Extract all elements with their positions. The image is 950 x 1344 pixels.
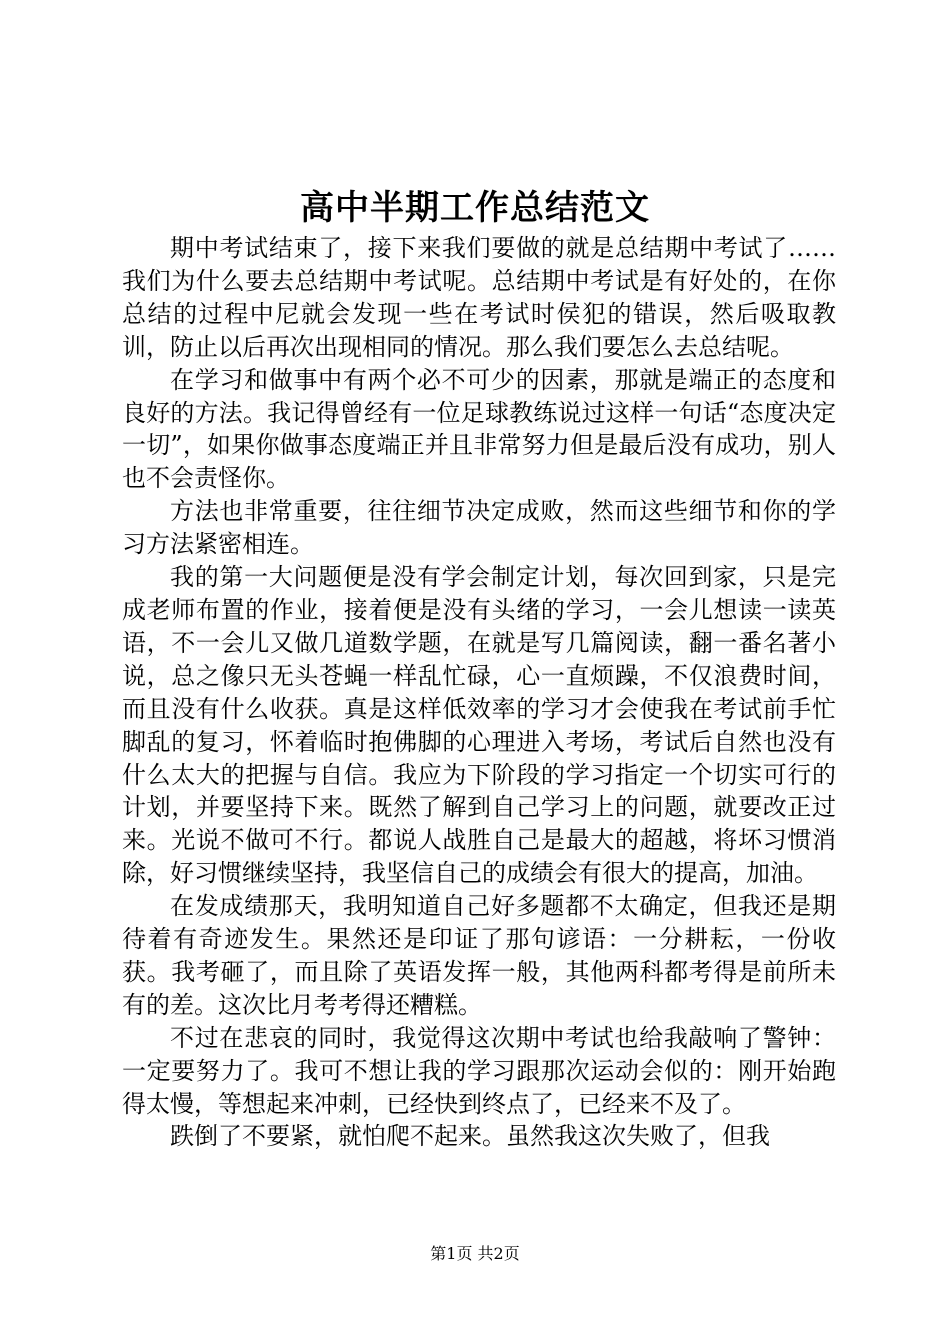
document-body [122, 232, 836, 1153]
page-indicator: 第1页 共2页 [430, 1244, 520, 1263]
document-title: 高中半期工作总结范文 [300, 188, 650, 228]
paragraph: 不过在悲哀的同时，我觉得这次期中考试也给我敲响了警钟：一定要努力了。我可不想让我的学习跟那次运动会似的：刚开始跑得太慢，等想起来冲刺，已经快到终点了，已经来不及了。 [122, 1023, 836, 1118]
paragraph: 在发成绩那天，我明知道自己好多题都不太确定，但我还是期待着有奇迹发生。果然还是印证了那句谚语：一分耕耘，一份收获。我考砸了，而且除了英语发挥一般，其他两科都考得是前所未有的差。这次比月考考得还糟糕。 [122, 892, 836, 1019]
paragraph: 我的第一大问题便是没有学会制定计划，每次回到家，只是完成老师布置的作业，接着便是没有头绪的学习，一会儿想读一读英语，不一会儿又做几道数学题，在就是写几篇阅读，翻一番名著小说，总之像只无头苍蝇一样乱忙碌，心一直烦躁，不仅浪费时间，而且没有什么收获。真是这样低效率的学习才会使我在考试前手忙脚乱的复习，怀着临时抱佛脚的心理进入考场，考试后自然也没有什么太大的把握与自信。我应为下阶段的学习指定一个切实可行的计划，并要坚持下来。既然了解到自己学习上的问题，就要改正过来。光说不做可不行。都说人战胜自己是最大的超越，将坏习惯消除，好习惯继续坚持，我坚信自己的成绩会有很大的提高，加油。 [122, 563, 836, 888]
paragraph: 方法也非常重要，往往细节决定成败，然而这些细节和你的学习方法紧密相连。 [122, 497, 836, 559]
paragraph: 期中考试结束了，接下来我们要做的就是总结期中考试了……我们为什么要去总结期中考试呢。总结期中考试是有好处的，在你总结的过程中尼就会发现一些在考试时侯犯的错误，然后吸取教训，防止以后再次出现相同的情况。那么我们要怎么去总结呢。 [122, 234, 836, 361]
paragraph: 跌倒了不要紧，就怕爬不起来。虽然我这次失败了，但我 [170, 1122, 770, 1151]
paragraph: 在学习和做事中有两个必不可少的因素，那就是端正的态度和良好的方法。我记得曾经有一位足球教练说过这样一句话“态度决定一切”，如果你做事态度端正并且非常努力但是最后没有成功，别人也不会责怪你。 [122, 365, 836, 493]
